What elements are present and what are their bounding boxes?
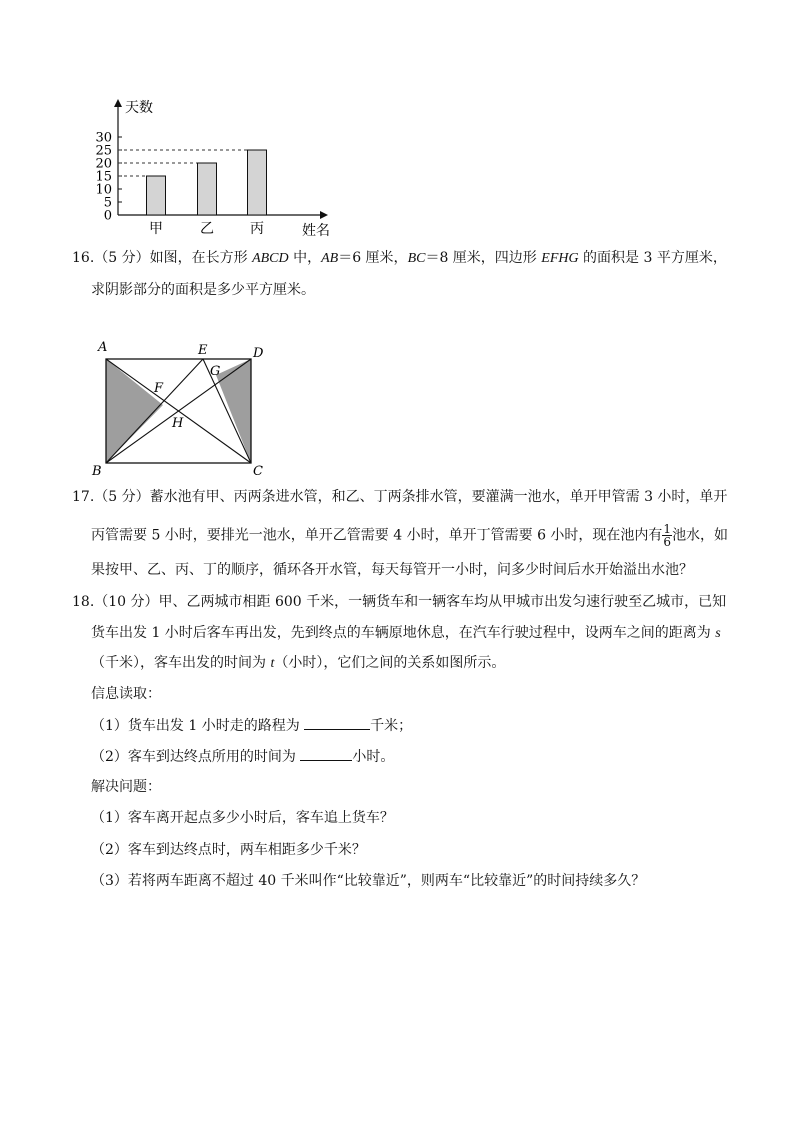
point-g-label: G: [210, 364, 221, 379]
point-a-label: A: [98, 340, 108, 355]
solve-title: 解决问题：: [91, 779, 161, 795]
y-tick-label: 20: [95, 156, 112, 172]
point-b-label: B: [92, 464, 102, 479]
x-axis-label: 姓名: [302, 223, 330, 239]
y-tick-label: 15: [95, 169, 112, 185]
answer-blank-2[interactable]: [300, 746, 352, 761]
y-tick-label: 0: [103, 208, 112, 224]
point-h-label: H: [172, 416, 184, 431]
q18-line3: （千米），客车出发的时间为 t（小时），它们之间的关系如图所示。: [91, 655, 506, 671]
bar-0: [147, 176, 166, 215]
q17-line3: 果按甲、乙、丙、丁的顺序，循环各开水管，每天每管开一小时，问多少时间后水开始溢出水池？: [91, 562, 693, 578]
shaded-triangle-right: [216, 359, 251, 463]
rectangle-figure: [88, 335, 278, 480]
q18-line2: 货车出发 1 小时后客车再出发，先到终点的车辆原地休息，在汽车行驶过程中，设两车之间的距离为 s: [91, 625, 721, 641]
y-tick-label: 25: [95, 143, 112, 159]
bar-chart: [80, 95, 340, 240]
y-axis-label: 天数: [125, 100, 153, 116]
y-tick-label: 5: [103, 195, 112, 211]
chart-bars: [118, 150, 267, 237]
y-axis-arrow: [114, 99, 122, 107]
point-f-label: F: [154, 381, 164, 396]
q17-line1: 17.（5 分）蓄水池有甲、丙两条进水管，和乙、丁两条排水管，要灌满一池水，单开甲管需 3 小时，单开: [72, 489, 728, 505]
bar-1: [198, 163, 217, 215]
y-tick-label: 30: [95, 130, 112, 146]
solve-item-3: （3）若将两车距离不超过 40 千米叫作“比较靠近”，则两车“比较靠近”的时间持续多久？: [91, 873, 646, 889]
solve-item-1: （1）客车离开起点多少小时后，客车追上货车？: [91, 810, 394, 826]
x-category-label: 乙: [200, 221, 214, 237]
q17-line2: 丙管需要 5 小时，要排光一池水，单开乙管需要 4 小时，单开丁管需要 6 小时，现在池内有 $\frac{1}{6}$ 池水，如: [91, 522, 729, 549]
info-item-2: （2）客车到达终点所用的时间为 小时。: [91, 746, 394, 767]
point-d-label: D: [253, 346, 264, 361]
q16-line1: 16.（5 分）如图，在长方形 ABCD 中，AB＝6 厘米，BC＝8 厘米，四边形 EFHG 的面积是 3 平方厘米，: [72, 250, 727, 266]
q16-line2: 求阴影部分的面积是多少平方厘米。: [91, 282, 315, 298]
info-title: 信息读取：: [91, 686, 161, 702]
solve-item-2: （2）客车到达终点时，两车相距多少千米？: [91, 842, 366, 858]
x-axis-arrow: [320, 211, 328, 219]
y-tick-label: 10: [95, 182, 112, 198]
x-category-label: 丙: [250, 221, 264, 237]
point-e-label: E: [198, 343, 208, 358]
bar-2: [248, 150, 267, 215]
info-item-1: （1）货车出发 1 小时走的路程为 千米；: [91, 715, 412, 736]
point-c-label: C: [253, 464, 263, 479]
fraction-one-sixth: $\frac{1}{6}$: [663, 522, 672, 549]
answer-blank-1[interactable]: [304, 715, 370, 730]
q18-line1: 18.（10 分）甲、乙两城市相距 600 千米，一辆货车和一辆客车均从甲城市出发匀速行驶至乙城市，已知: [72, 594, 727, 610]
x-category-label: 甲: [149, 221, 163, 237]
chart-axes: [114, 99, 330, 239]
